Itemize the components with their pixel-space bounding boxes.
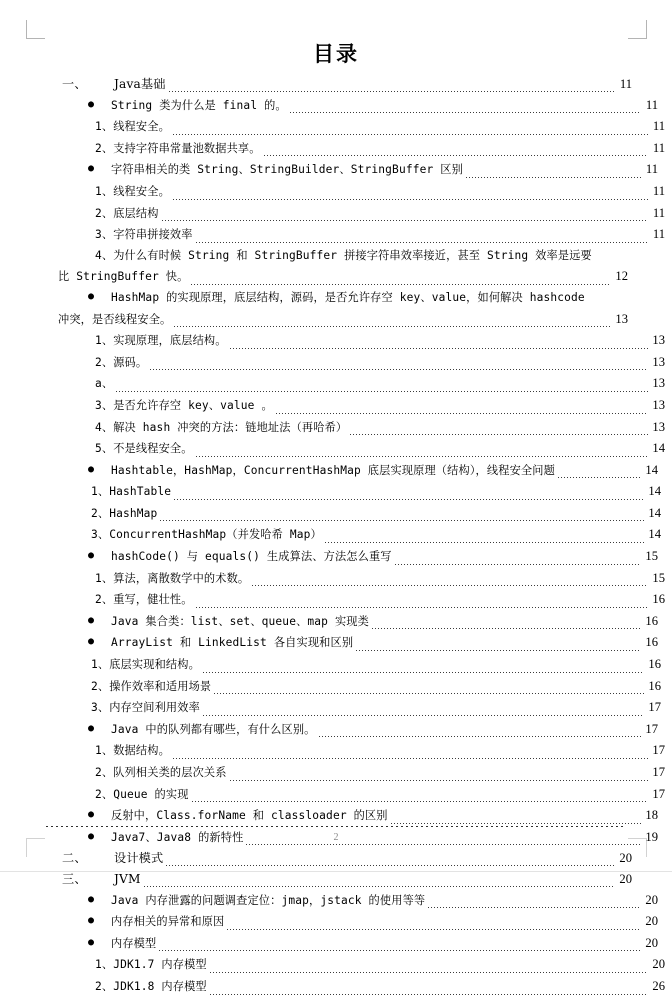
toc-leader-dots [558, 477, 641, 478]
toc-entry-label [95, 590, 193, 611]
toc-page-number: 13 [652, 376, 665, 391]
toc-page-number: 13 [652, 333, 665, 348]
toc-entry-label [91, 698, 200, 719]
toc-entry-text: 3、是否允许存空 key、value 。 [95, 398, 273, 412]
crop-mark-top-left [26, 20, 45, 39]
toc-page-number: 17 [648, 700, 661, 715]
bullet-icon: ● [88, 893, 95, 905]
toc-entry-label [95, 741, 170, 762]
bullet-icon: ● [88, 722, 95, 734]
toc-leader-dots [196, 456, 648, 457]
toc-entry[interactable] [58, 805, 658, 827]
bullet-icon: ● [88, 614, 95, 626]
toc-leader-dots [173, 758, 648, 759]
toc-entry[interactable] [58, 309, 628, 331]
toc-entry-label [88, 891, 425, 912]
toc-page-number: 11 [652, 205, 665, 220]
toc-leader-dots [160, 520, 644, 521]
footer-divider [46, 826, 626, 827]
toc-entry-label [91, 525, 322, 546]
toc-page-number: 16 [648, 657, 661, 672]
toc-page-number: 14 [648, 527, 661, 542]
toc-entry-label [95, 763, 227, 784]
toc-page-number: 19 [645, 829, 658, 844]
toc-entry-label [95, 374, 113, 395]
bullet-icon: ● [88, 290, 95, 302]
toc-entry-text: 反射中，Class.forName 和 classloader 的区别 [111, 809, 388, 823]
toc-entry-label [95, 182, 170, 203]
toc-leader-dots [356, 650, 641, 651]
toc-entry[interactable] [58, 654, 661, 676]
toc-entry[interactable] [58, 266, 628, 288]
toc-page-number: 11 [652, 183, 665, 198]
toc-entry-text: 2、重写，健壮性。 [95, 593, 193, 607]
toc-entry[interactable] [58, 503, 661, 525]
table-of-contents [58, 74, 665, 998]
toc-entry-label [95, 955, 207, 976]
toc-entry[interactable] [58, 954, 665, 976]
toc-leader-dots [203, 672, 644, 673]
toc-entry-label [88, 612, 369, 633]
toc-entry-label [91, 677, 211, 698]
toc-entry-label [88, 461, 555, 482]
toc-entry-text: String 类为什么是 final 的。 [111, 98, 287, 112]
toc-page-number: 11 [652, 119, 665, 134]
toc-entry-text: ArrayList 和 LinkedList 各自实现和区别 [111, 636, 354, 650]
toc-entry-label [58, 310, 171, 331]
toc-page-number: 13 [652, 354, 665, 369]
toc-entry-text: 2、JDK1.8 内存模型 [95, 979, 207, 993]
toc-entry[interactable] [58, 138, 665, 160]
toc-entry-text: Java7、Java8 的新特性 [111, 830, 244, 844]
toc-entry-label [95, 117, 170, 138]
toc-entry-text: 2、支持字符串常量池数据共享。 [95, 141, 261, 155]
toc-page-number: 17 [652, 743, 665, 758]
toc-entry-label [91, 655, 200, 676]
toc-entry-text: 1、算法，离散数学中的术数。 [95, 571, 250, 585]
toc-entry-text: a、 [95, 377, 114, 391]
toc-entry[interactable] [58, 203, 665, 225]
toc-entry-text: Hashtable，HashMap，ConcurrentHashMap 底层实现原理（结构），线程安全问题 [111, 463, 555, 477]
toc-entry[interactable] [58, 890, 658, 912]
toc-entry[interactable] [58, 697, 661, 719]
toc-page-number: 20 [645, 914, 658, 929]
toc-entry-text: 3、内存空间利用效率 [91, 701, 200, 715]
toc-section-number: 三、 [62, 871, 87, 886]
toc-leader-dots [246, 844, 641, 845]
toc-page-number: 11 [645, 97, 658, 112]
toc-entry[interactable] [58, 395, 665, 417]
toc-leader-dots [264, 155, 648, 156]
bullet-icon: ● [88, 550, 95, 562]
toc-page-number: 13 [652, 397, 665, 412]
toc-leader-dots [466, 177, 641, 178]
toc-entry-label [88, 806, 388, 827]
bullet-icon: ● [88, 936, 95, 948]
toc-entry-label [95, 977, 207, 998]
toc-entry[interactable] [58, 352, 665, 374]
toc-entry[interactable] [58, 719, 658, 741]
toc-entry-label [91, 482, 171, 503]
toc-entry-text: 4、解决 hash 冲突的方法：链地址法（再哈希） [95, 420, 348, 434]
toc-leader-dots [196, 607, 648, 608]
toc-leader-dots [290, 112, 641, 113]
toc-page-number: 17 [652, 786, 665, 801]
toc-entry-text: Java 内存泄露的问题调查定位：jmap，jstack 的使用等等 [111, 893, 426, 907]
toc-entry-text: Java 中的队列都有哪些，有什么区别。 [111, 722, 316, 736]
toc-leader-dots [174, 499, 644, 500]
bullet-icon: ● [88, 915, 95, 927]
bullet-icon: ● [88, 809, 95, 821]
toc-leader-dots [173, 199, 648, 200]
toc-leader-dots [192, 801, 648, 802]
toc-entry[interactable] [58, 546, 658, 568]
toc-page-number: 16 [645, 635, 658, 650]
toc-leader-dots [428, 907, 641, 908]
toc-leader-dots [116, 391, 648, 392]
toc-page-number: 14 [645, 462, 658, 477]
toc-leader-dots [391, 823, 641, 824]
toc-entry-text: hashCode() 与 equals() 生成算法、方法怎么重写 [111, 550, 392, 564]
toc-entry-text: 1、HashTable [91, 485, 172, 499]
toc-entry[interactable] [58, 438, 665, 460]
toc-leader-dots [196, 242, 648, 243]
toc-leader-dots [230, 780, 648, 781]
toc-entry-text: 2、Queue 的实现 [95, 787, 189, 801]
bullet-icon: ● [88, 98, 95, 110]
toc-page-number: 20 [619, 851, 632, 866]
toc-page-number: 17 [645, 721, 658, 736]
crop-mark-top-right [628, 20, 647, 39]
toc-entry[interactable] [58, 95, 658, 117]
toc-page-number: 13 [652, 419, 665, 434]
toc-entry-label [88, 934, 156, 955]
toc-leader-dots [325, 542, 644, 543]
toc-entry-text: 2、操作效率和适用场景 [91, 679, 212, 693]
toc-entry[interactable] [58, 976, 665, 998]
toc-entry-text: JVM [114, 871, 141, 886]
toc-entry-text: 3、字符串拼接效率 [95, 228, 193, 242]
toc-leader-dots [227, 929, 641, 930]
toc-entry-label [95, 331, 227, 352]
toc-entry[interactable] [58, 911, 658, 933]
bullet-icon: ● [88, 163, 95, 175]
toc-page-number: 11 [645, 162, 658, 177]
toc-entry-label [62, 848, 163, 869]
toc-leader-dots [166, 865, 615, 866]
toc-entry-label [58, 267, 188, 288]
toc-leader-dots [210, 972, 648, 973]
toc-leader-dots [150, 369, 648, 370]
toc-entry[interactable] [58, 933, 658, 955]
toc-page-number: 11 [652, 227, 665, 242]
toc-page-number: 14 [648, 484, 661, 499]
toc-entry-label [88, 160, 463, 181]
footer-page-number: 2 [333, 832, 339, 843]
toc-entry-text: 内存模型 [111, 936, 157, 950]
toc-entry-text: 4、为什么有时候 String 和 StringBuffer 拼接字符串效率接近，甚至 String 效率是远要 [95, 248, 592, 262]
toc-entry[interactable] [58, 676, 661, 698]
bullet-icon: ● [88, 463, 95, 475]
page-bottom-edge [0, 871, 672, 872]
toc-entry-label [95, 785, 189, 806]
toc-entry[interactable] [58, 373, 665, 395]
toc-leader-dots [173, 134, 648, 135]
toc-entry-label [91, 504, 157, 525]
toc-page-number: 18 [645, 808, 658, 823]
toc-entry[interactable] [58, 740, 665, 762]
toc-entry[interactable] [58, 848, 632, 869]
toc-entry-text: 1、线程安全。 [95, 184, 170, 198]
toc-leader-dots [203, 715, 644, 716]
toc-entry-label [95, 246, 665, 267]
toc-page-number: 11 [619, 77, 632, 91]
toc-leader-dots [214, 693, 644, 694]
toc-leader-dots [174, 326, 611, 327]
toc-entry-text: 冲突，是否线程安全。 [58, 312, 172, 326]
toc-entry-text: 3、ConcurrentHashMap（并发哈希 Map） [91, 528, 322, 542]
toc-page-number: 20 [652, 957, 665, 972]
toc-entry-label [95, 353, 147, 374]
toc-entry-text: 1、线程安全。 [95, 120, 170, 134]
toc-entry[interactable] [58, 611, 658, 633]
toc-entry-text: 2、底层结构 [95, 206, 159, 220]
toc-entry[interactable] [58, 417, 665, 439]
toc-entry[interactable] [58, 116, 665, 138]
toc-leader-dots [230, 348, 648, 349]
toc-page-number: 16 [645, 613, 658, 628]
toc-entry-label [88, 633, 353, 654]
toc-entry-text: 2、队列相关类的层次关系 [95, 766, 227, 779]
toc-entry-text: 比 StringBuffer 快。 [58, 270, 189, 284]
toc-entry[interactable] [58, 246, 665, 267]
toc-page-number: 17 [652, 765, 665, 779]
toc-entry-text: HashMap 的实现原理，底层结构，源码，是否允许存空 key、value，如何解决 hashcode [111, 290, 585, 304]
toc-entry-label [88, 96, 287, 117]
toc-entry-label [95, 204, 159, 225]
toc-entry-label [95, 439, 193, 460]
toc-leader-dots [159, 950, 641, 951]
toc-page-number: 15 [645, 549, 658, 564]
toc-entry-text: 1、JDK1.7 内存模型 [95, 958, 207, 972]
toc-entry-label [62, 74, 166, 95]
bullet-icon: ● [88, 830, 95, 842]
bullet-icon: ● [88, 636, 95, 648]
toc-entry-text: Java基础 [114, 77, 166, 91]
toc-entry-text: 2、源码。 [95, 355, 148, 369]
toc-entry[interactable] [58, 181, 665, 203]
toc-entry-label [95, 569, 249, 590]
toc-entry[interactable] [58, 460, 658, 482]
toc-page-number: 16 [648, 678, 661, 693]
toc-entry-label [95, 225, 193, 246]
toc-page-number: 20 [645, 892, 658, 907]
toc-leader-dots [162, 220, 648, 221]
toc-entry-label [88, 547, 392, 568]
toc-entry[interactable] [58, 288, 658, 309]
toc-leader-dots [395, 564, 641, 565]
toc-entry-label [88, 912, 224, 933]
toc-entry[interactable] [58, 568, 665, 590]
toc-page-number: 14 [648, 505, 661, 520]
toc-page-number: 14 [652, 441, 665, 456]
toc-page-number: 20 [645, 935, 658, 950]
toc-leader-dots [169, 91, 615, 92]
toc-entry-text: 2、HashMap [91, 506, 158, 520]
toc-page-number: 16 [652, 592, 665, 607]
toc-entry-label [95, 396, 273, 417]
toc-entry-text: 内存相关的异常和原因 [111, 915, 225, 929]
toc-entry[interactable] [58, 481, 661, 503]
toc-leader-dots [276, 413, 648, 414]
toc-page-number: 20 [619, 871, 632, 886]
toc-section-number: 二、 [62, 851, 87, 866]
toc-entry-text: 1、底层实现和结构。 [91, 658, 200, 672]
toc-entry-text: Java 集合类：list、set、queue、map 实现类 [111, 614, 369, 628]
toc-entry-label [88, 288, 658, 309]
toc-entry-text: 字符串相关的类 String、StringBuilder、StringBuffer 区别 [111, 163, 463, 177]
toc-entry-label [88, 720, 316, 741]
toc-page-number: 11 [652, 140, 665, 155]
toc-page-number: 15 [652, 570, 665, 585]
toc-entry[interactable] [58, 589, 665, 611]
toc-entry[interactable] [58, 330, 665, 352]
toc-entry-label [62, 869, 141, 890]
toc-entry-text: 1、实现原理，底层结构。 [95, 334, 227, 348]
toc-page-number: 13 [615, 311, 628, 326]
toc-entry[interactable] [58, 524, 661, 546]
toc-section-number: 一、 [62, 77, 87, 91]
toc-leader-dots [191, 284, 611, 285]
toc-leader-dots [144, 886, 615, 887]
toc-entry[interactable] [58, 784, 665, 806]
toc-leader-dots [350, 434, 648, 435]
toc-entry[interactable] [58, 224, 665, 246]
toc-leader-dots [210, 994, 648, 995]
toc-entry-text: 5、不是线程安全。 [95, 442, 193, 456]
toc-leader-dots [252, 585, 648, 586]
toc-entry[interactable] [58, 869, 632, 890]
toc-page-number: 26 [652, 978, 665, 993]
toc-entry-label [95, 139, 261, 160]
toc-entry[interactable] [58, 762, 665, 784]
toc-leader-dots [372, 628, 641, 629]
toc-entry-text: 1、数据结构。 [95, 744, 170, 758]
toc-page-number: 12 [615, 269, 628, 284]
toc-entry[interactable] [58, 74, 632, 95]
page-title: 目录 [313, 41, 359, 66]
toc-leader-dots [319, 736, 642, 737]
toc-entry[interactable] [58, 159, 658, 181]
toc-entry-text: 设计模式 [114, 851, 164, 866]
toc-entry-label [95, 418, 347, 439]
toc-entry[interactable] [58, 632, 658, 654]
